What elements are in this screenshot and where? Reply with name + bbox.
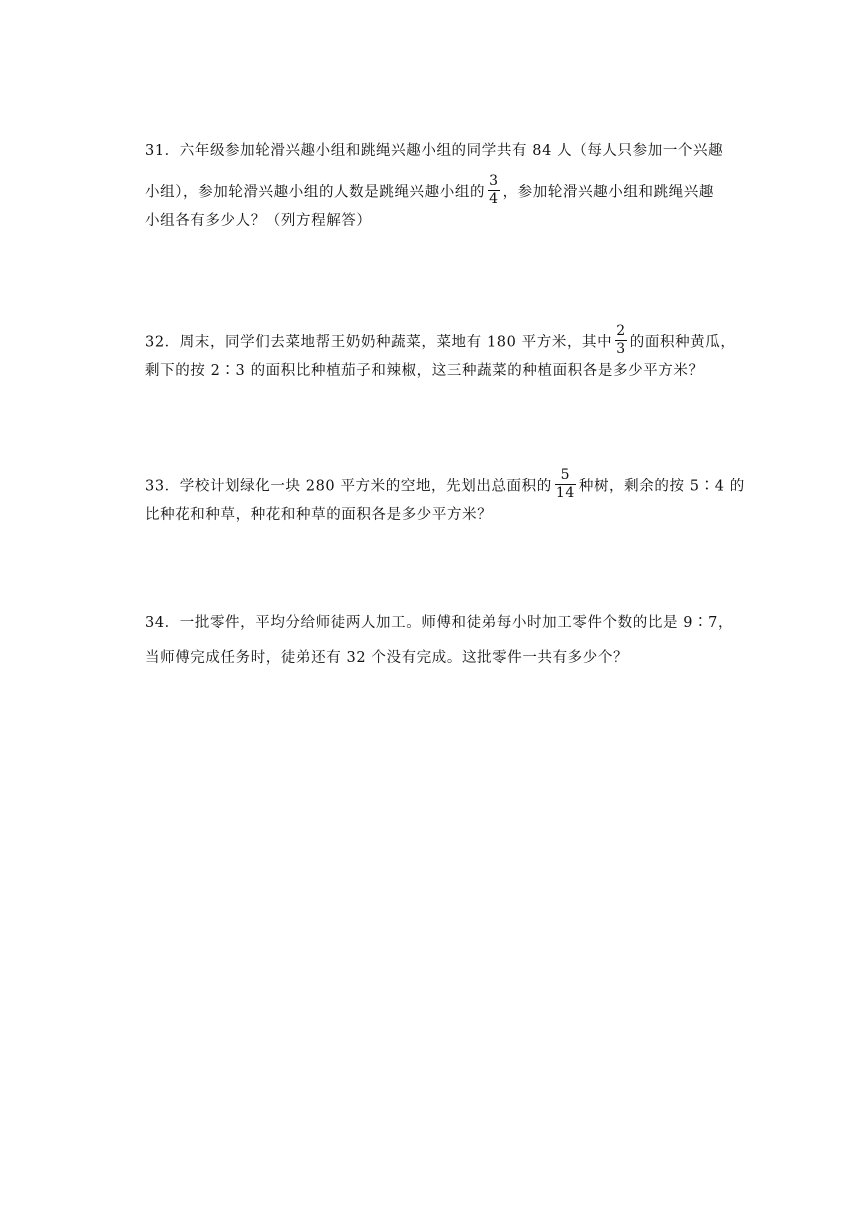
line-text [145,141,723,161]
fraction-denominator: 14 [555,485,575,501]
text-run: 的面积种黄瓜， [629,334,736,351]
line-text [145,361,704,381]
question-line [145,613,734,648]
line-text [145,467,745,503]
text-run: 小组各有多少人？（列方程解答） [145,213,372,229]
question-line [145,361,723,396]
question-34 [145,613,734,683]
question-32 [145,323,736,396]
line-text [145,211,372,231]
text-run: 34．一批零件，平均分给师徒两人加工。师傅和徒弟每小时加工零件个数的比是 9∶7， [145,615,734,631]
line-text [145,173,714,209]
line-text [145,505,492,525]
line-text [145,323,736,359]
fraction [615,324,627,357]
text-run: 种树，剩余的按 5∶4 的 [578,478,745,495]
question-33 [145,467,745,540]
question-line [145,211,723,246]
fraction-denominator: 4 [489,191,499,207]
fraction-numerator: 3 [489,173,499,189]
text-run: 比种花和种草，种花和种草的面积各是多少平方米？ [145,507,493,523]
line-text [145,648,628,668]
text-run: 33．学校计划绿化一块 280 平方米的空地，先划出总面积的 [145,478,552,495]
text-run: 31．六年级参加轮滑兴趣小组和跳绳兴趣小组的同学共有 84 人（每人只参加一个兴趣 [145,143,724,159]
text-run: 小组），参加轮滑兴趣小组的人数是跳绳兴趣小组的 [145,184,486,201]
question-31 [145,141,723,246]
text-run: 剩下的按 2∶3 的面积比种植茄子和辣椒，这三种蔬菜的种植面积各是多少平方米？ [145,363,704,379]
question-line [145,467,745,505]
fraction [488,174,500,207]
text-run: 当师傅完成任务时，徒弟还有 32 个没有完成。这批零件一共有多少个？ [145,650,629,666]
question-line [145,141,723,176]
fraction-numerator: 5 [555,468,576,485]
question-line [145,323,736,361]
question-line [145,173,723,211]
fraction [555,468,576,501]
text-run: 32．周末，同学们去菜地帮王奶奶种蔬菜，菜地有 180 平方米，其中 [145,334,613,351]
text-run: ，参加轮滑兴趣小组和跳绳兴趣 [502,184,714,201]
fraction-denominator: 3 [616,341,626,357]
line-text [145,613,733,633]
fraction-numerator: 2 [616,323,626,339]
question-line [145,648,723,683]
question-line [145,505,723,540]
